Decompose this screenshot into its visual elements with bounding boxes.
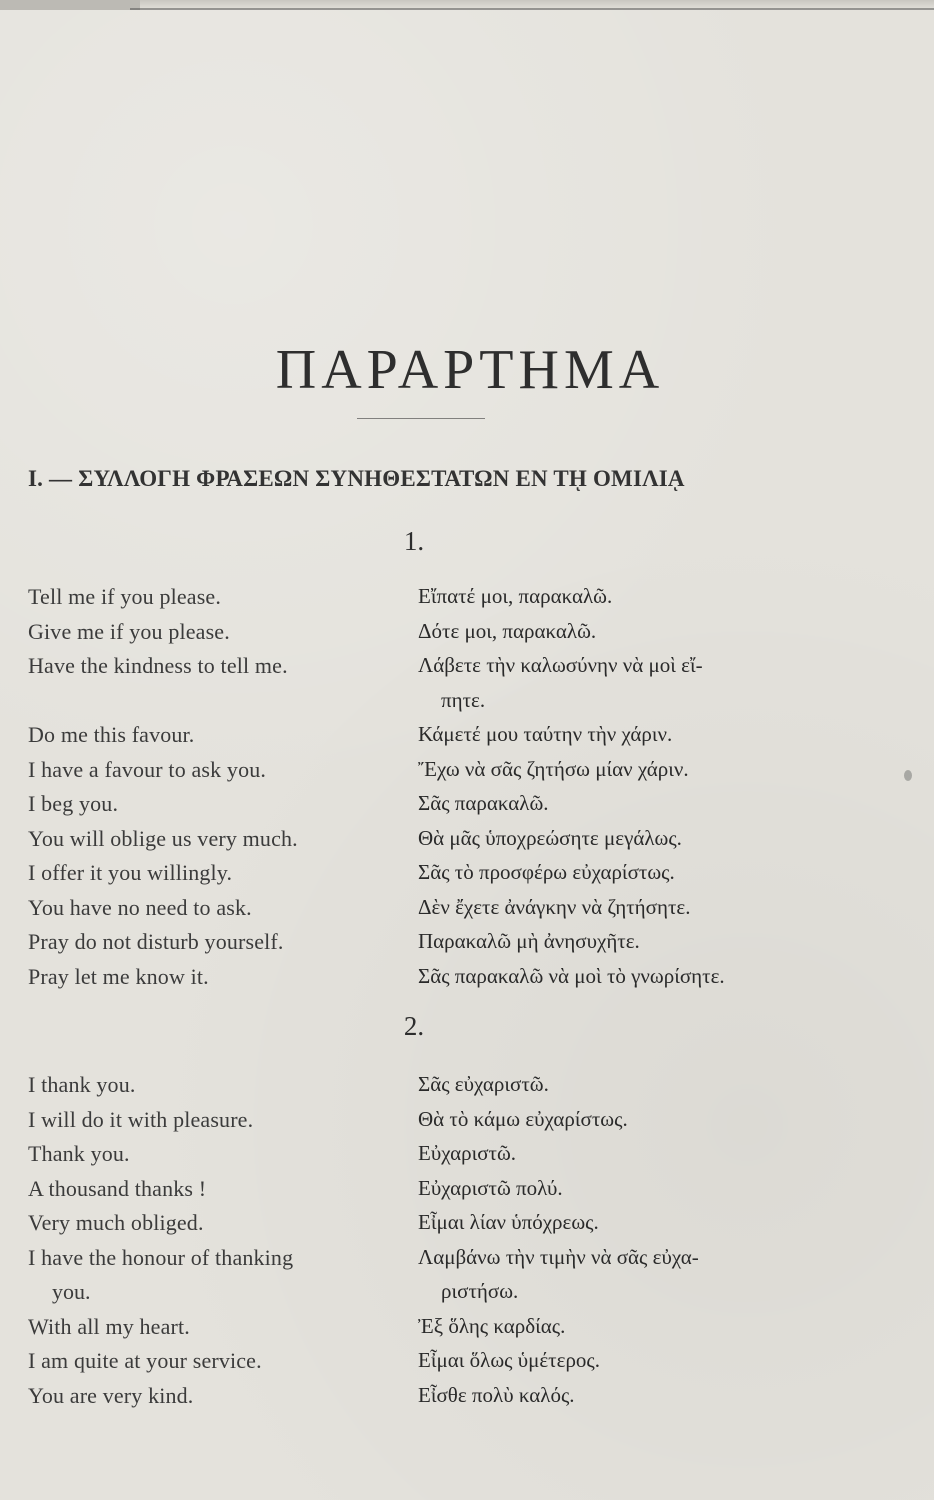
page-title: ΠΑΡΑΡΤΗΜΑ <box>275 339 665 401</box>
group-number-2: 2. <box>403 1011 425 1041</box>
english-phrase: I am quite at your service. <box>28 1348 262 1373</box>
phrase-row <box>28 1314 908 1349</box>
section-heading: I. — ΣΥΛΛΟΓΗ ΦΡΑΣΕΩΝ ΣΥΝΗΘΕΣΤΑΤΩΝ ΕΝ Τῌ ΟΜΙΛΙᾼ <box>28 466 685 491</box>
english-phrase: I beg you. <box>28 791 119 816</box>
phrase-row <box>28 929 908 964</box>
phrase-row <box>28 964 908 999</box>
greek-phrase: Εὐχαριστῶ. <box>418 1141 517 1165</box>
phrase-row <box>28 791 908 826</box>
english-phrase: Pray do not disturb yourself. <box>28 929 284 954</box>
english-phrase: I thank you. <box>28 1072 136 1097</box>
phrase-list-2 <box>28 1072 908 1417</box>
phrase-row <box>28 722 908 757</box>
phrase-row <box>28 584 908 619</box>
english-phrase: Thank you. <box>28 1141 130 1166</box>
phrase-continuation-row <box>28 688 908 723</box>
greek-phrase: Εἶμαι λίαν ὑπόχρεως. <box>418 1210 599 1234</box>
top-border-line <box>130 8 934 10</box>
greek-phrase: Σᾶς τὸ προσφέρω εὐχαρίστως. <box>418 860 675 884</box>
greek-phrase: Λαμβάνω τὴν τιμὴν νὰ σᾶς εὐχα- <box>418 1244 699 1269</box>
greek-phrase: Κάμετέ μου ταύτην τὴν χάριν. <box>418 722 673 746</box>
greek-phrase: Λάβετε τὴν καλωσύνην νὰ μοὶ εἴ- <box>418 653 703 677</box>
english-phrase: Pray let me know it. <box>28 963 209 989</box>
phrase-row <box>28 895 908 930</box>
english-phrase: I have a favour to ask you. <box>28 756 267 782</box>
greek-phrase: Εἶσθε πολὺ καλός. <box>418 1382 575 1407</box>
greek-phrase: Εἶμαι ὅλως ὑμέτερος. <box>418 1348 600 1372</box>
page-top-corner <box>0 0 140 10</box>
greek-phrase: Σᾶς παρακαλῶ νὰ μοὶ τὸ γνωρίσητε. <box>418 963 725 988</box>
phrase-row <box>28 1348 908 1383</box>
title-divider <box>357 418 485 419</box>
phrase-row <box>28 1176 908 1211</box>
greek-phrase: Θὰ τὸ κάμω εὐχαρίστως. <box>418 1106 628 1131</box>
phrase-list-1 <box>28 584 908 998</box>
group-number-1: 1. <box>403 526 425 556</box>
english-phrase: You will oblige us very much. <box>28 825 298 851</box>
english-phrase: Have the kindness to tell me. <box>28 653 288 678</box>
phrase-continuation-row <box>28 1279 908 1314</box>
english-phrase: You have no need to ask. <box>28 894 252 920</box>
english-phrase: I have the honour of thanking <box>28 1244 294 1270</box>
phrase-row <box>28 826 908 861</box>
phrase-row <box>28 757 908 792</box>
english-phrase: With all my heart. <box>28 1313 190 1339</box>
greek-phrase: Δὲν ἔχετε ἀνάγκην νὰ ζητήσητε. <box>418 894 691 919</box>
english-phrase: Give me if you please. <box>28 618 230 644</box>
phrase-row <box>28 1072 908 1107</box>
phrase-row <box>28 619 908 654</box>
phrase-row <box>28 1141 908 1176</box>
phrase-row <box>28 1245 908 1280</box>
english-phrase: I will do it with pleasure. <box>28 1106 254 1132</box>
greek-phrase: Ἐξ ὅλης καρδίας. <box>418 1313 566 1338</box>
phrase-row <box>28 1107 908 1142</box>
english-phrase: A thousand thanks ! <box>28 1175 207 1201</box>
greek-phrase: Δότε μοι, παρακαλῶ. <box>418 618 597 643</box>
paper-speck <box>904 770 912 781</box>
greek-phrase: Εἴπατέ μοι, παρακαλῶ. <box>418 584 613 608</box>
phrase-row <box>28 1383 908 1418</box>
greek-phrase-continuation: ριστήσω. <box>441 1279 519 1303</box>
greek-phrase: Εὐχαριστῶ πολύ. <box>418 1175 563 1200</box>
english-phrase: I offer it you willingly. <box>28 860 233 885</box>
english-phrase-continuation: you. <box>52 1279 91 1304</box>
greek-phrase: Σᾶς παρακαλῶ. <box>418 791 549 815</box>
english-phrase: Tell me if you please. <box>28 584 221 609</box>
greek-phrase: Ἔχω νὰ σᾶς ζητήσω μίαν χάριν. <box>418 756 689 781</box>
greek-phrase-continuation: πητε. <box>441 687 486 712</box>
english-phrase: Very much obliged. <box>28 1210 204 1235</box>
english-phrase: You are very kind. <box>28 1382 194 1408</box>
phrase-row <box>28 653 908 688</box>
english-phrase: Do me this favour. <box>28 722 195 747</box>
greek-phrase: Σᾶς εὐχαριστῶ. <box>418 1072 549 1096</box>
greek-phrase: Παρακαλῶ μὴ ἀνησυχῆτε. <box>418 929 640 953</box>
phrase-row <box>28 860 908 895</box>
greek-phrase: Θὰ μᾶς ὑποχρεώσητε μεγάλως. <box>418 825 682 850</box>
phrase-row <box>28 1210 908 1245</box>
